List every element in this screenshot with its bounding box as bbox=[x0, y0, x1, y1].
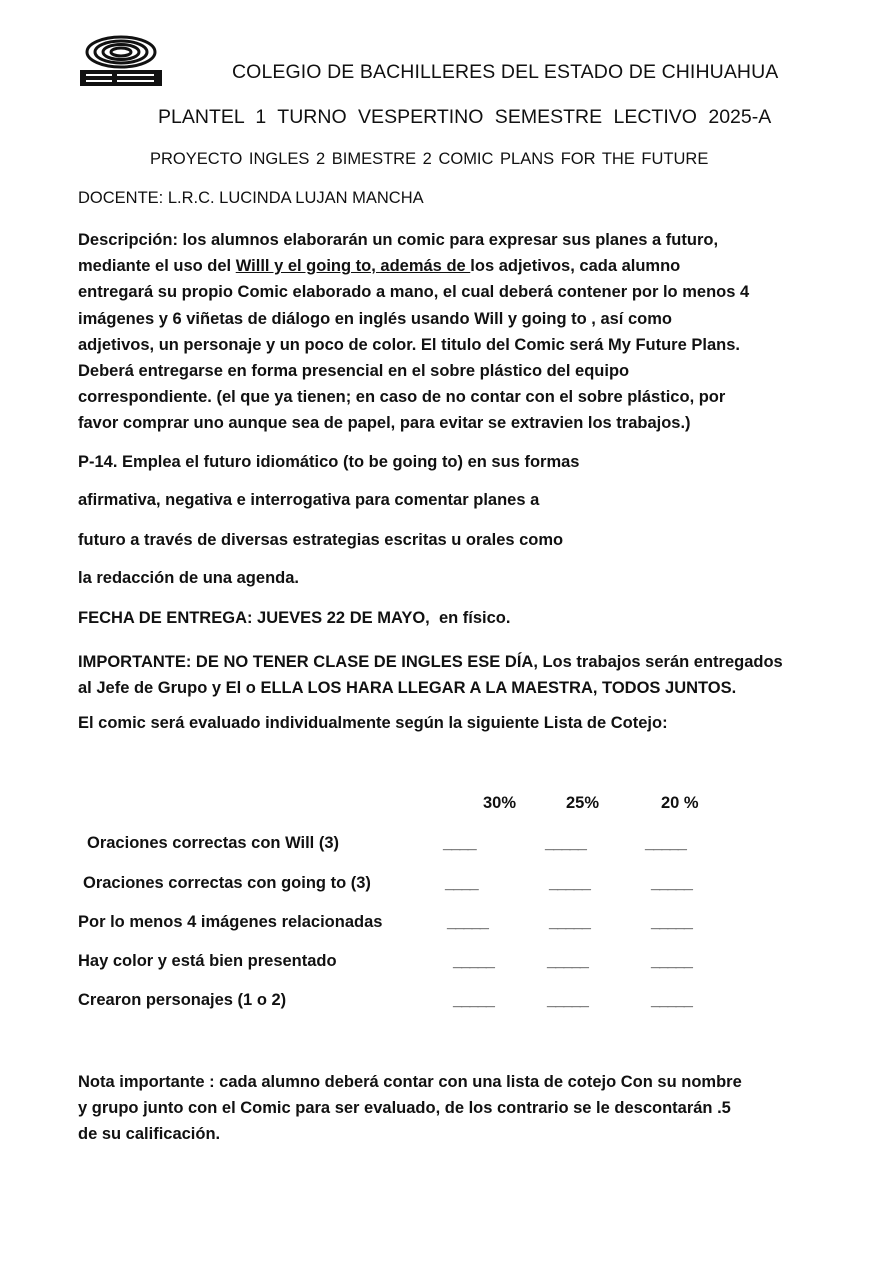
competency-line: P-14. Emplea el futuro idiomático (to be going to) en sus formas bbox=[78, 453, 580, 471]
desc-underlined-text: Willl y el going to, además de bbox=[235, 257, 471, 276]
score-blank[interactable]: _____ bbox=[453, 991, 494, 1009]
note-line: y grupo junto con el Comic para ser evaluado, de los contrario se le descontarán .5 bbox=[78, 1099, 731, 1118]
evaluation-intro: El comic será evaluado individualmente según la siguiente Lista de Cotejo: bbox=[78, 714, 668, 732]
score-blank[interactable]: _____ bbox=[545, 834, 586, 852]
school-logo-icon bbox=[78, 34, 164, 86]
criterion-label: Hay color y está bien presentado bbox=[78, 952, 337, 970]
important-line: IMPORTANTE: DE NO TENER CLASE DE INGLES ESE DÍA, Los trabajos serán entregados bbox=[78, 653, 783, 671]
desc-line: adjetivos, un personaje y un poco de color. El titulo del Comic será My Future Plans. bbox=[78, 335, 740, 354]
teacher-name: DOCENTE: L.R.C. LUCINDA LUJAN MANCHA bbox=[78, 189, 424, 207]
desc-line: Descripción: los alumnos elaborarán un comic para expresar sus planes a futuro, bbox=[78, 231, 719, 249]
institution-title: COLEGIO DE BACHILLERES DEL ESTADO DE CHIHUAHUA bbox=[232, 61, 779, 83]
score-blank[interactable]: _____ bbox=[651, 991, 692, 1009]
note-line: Nota importante : cada alumno deberá contar con una lista de cotejo Con su nombre bbox=[78, 1073, 742, 1091]
percentage-header: 25% bbox=[566, 794, 600, 812]
important-note bbox=[78, 1069, 742, 1148]
score-blank[interactable]: _____ bbox=[651, 952, 692, 970]
percentage-header: 30% bbox=[483, 794, 517, 812]
criterion-label: Oraciones correctas con Will (3) bbox=[87, 834, 340, 852]
desc-text: los adjetivos, cada alumno bbox=[470, 257, 681, 276]
score-blank[interactable]: _____ bbox=[447, 913, 488, 931]
desc-line: entregará su propio Comic elaborado a mano, el cual deberá contener por lo menos 4 bbox=[78, 283, 750, 302]
score-blank[interactable]: ____ bbox=[445, 874, 478, 892]
score-blank[interactable]: _____ bbox=[651, 874, 692, 892]
desc-line: favor comprar uno aunque sea de papel, para evitar se extravien los trabajos.) bbox=[78, 414, 691, 433]
campus-line: PLANTEL 1 TURNO VESPERTINO SEMESTRE LECTIVO 2025-A bbox=[158, 106, 772, 128]
score-blank[interactable]: _____ bbox=[547, 991, 588, 1009]
score-blank[interactable]: ____ bbox=[443, 834, 476, 852]
deadline-detail: en físico. bbox=[429, 609, 511, 627]
desc-text: mediante el uso del bbox=[78, 257, 236, 276]
score-blank[interactable]: _____ bbox=[651, 913, 692, 931]
score-blank[interactable]: _____ bbox=[645, 834, 686, 852]
important-line: al Jefe de Grupo y El o ELLA LOS HARA LLEGAR A LA MAESTRA, TODOS JUNTOS. bbox=[78, 679, 737, 698]
description-paragraph bbox=[78, 227, 798, 437]
desc-line: imágenes y 6 viñetas de diálogo en inglés usando Will y going to , así como bbox=[78, 309, 672, 328]
competency-line: la redacción de una agenda. bbox=[78, 569, 299, 587]
desc-line bbox=[78, 253, 798, 279]
note-line: de su calificación. bbox=[78, 1125, 221, 1144]
score-blank[interactable]: _____ bbox=[453, 952, 494, 970]
criterion-label: Oraciones correctas con going to (3) bbox=[83, 874, 371, 892]
project-line: PROYECTO INGLES 2 BIMESTRE 2 COMIC PLANS FOR THE FUTURE bbox=[150, 150, 709, 168]
important-notice bbox=[78, 649, 783, 701]
competency-line: afirmativa, negativa e interrogativa para comentar planes a bbox=[78, 491, 540, 509]
score-blank[interactable]: _____ bbox=[549, 874, 590, 892]
competency-line: futuro a través de diversas estrategias escritas u orales como bbox=[78, 531, 564, 549]
percentage-header: 20 % bbox=[661, 794, 699, 812]
criterion-label: Crearon personajes (1 o 2) bbox=[78, 991, 287, 1009]
deadline bbox=[78, 609, 510, 628]
criterion-label: Por lo menos 4 imágenes relacionadas bbox=[78, 913, 383, 931]
deadline-label: FECHA DE ENTREGA: JUEVES 22 DE MAYO, bbox=[78, 609, 430, 627]
score-blank[interactable]: _____ bbox=[547, 952, 588, 970]
desc-line: Deberá entregarse en forma presencial en el sobre plástico del equipo bbox=[78, 362, 630, 381]
desc-line: correspondiente. (el que ya tienen; en caso de no contar con el sobre plástico, por bbox=[78, 388, 726, 407]
score-blank[interactable]: _____ bbox=[549, 913, 590, 931]
